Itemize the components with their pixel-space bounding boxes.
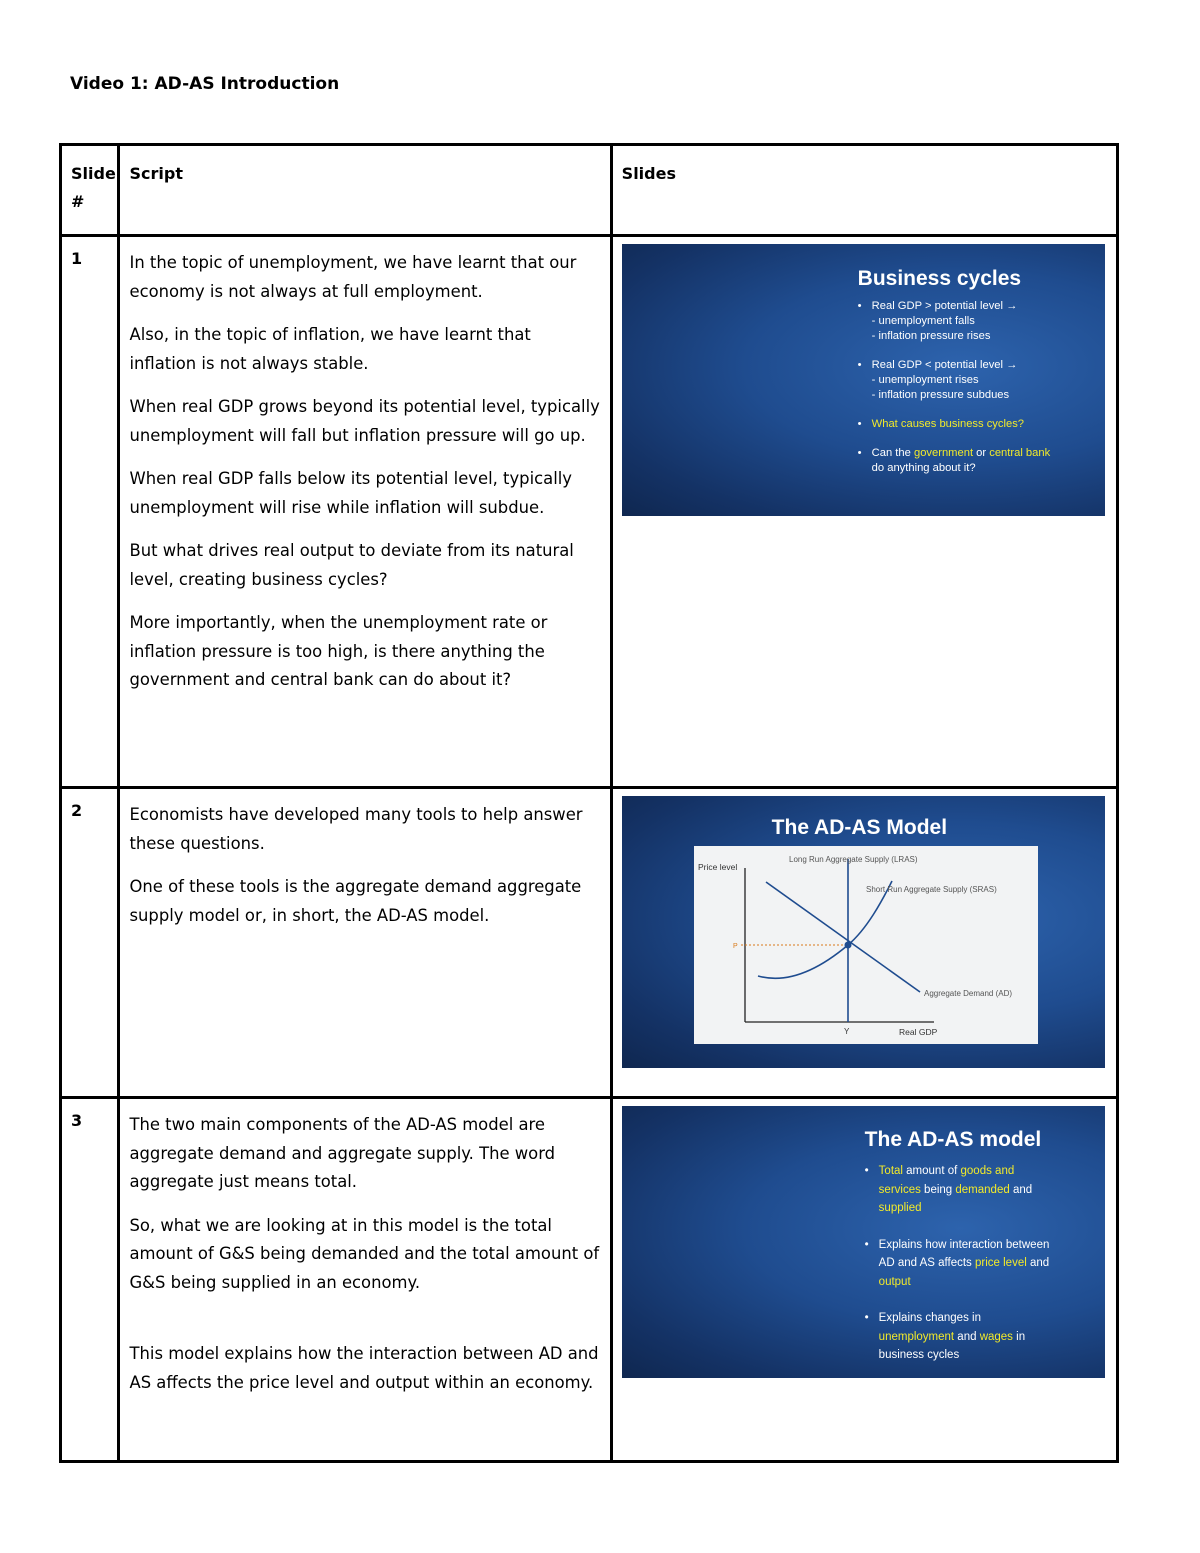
script-paragraph: When real GDP grows beyond its potential level, typically unemployment will fall but inflation pressure will go up.	[129, 397, 600, 445]
slide-bullet: • What causes business cycles?	[857, 418, 1025, 430]
script-text	[120, 1099, 609, 1397]
y-axis-label: Price level	[697, 862, 737, 872]
slide-bullet: • Real GDP > potential level → - unemployment falls - inflation pressure rises	[857, 300, 1018, 342]
bullet-text: or	[973, 447, 990, 459]
slide-bullets	[858, 299, 1098, 490]
script-paragraph: One of these tools is the aggregate demand aggregate supply model or, in short, the AD-AS model.	[129, 877, 582, 925]
bullet-highlight: wages	[979, 1330, 1013, 1343]
bullet-text: AD and AS affects	[878, 1257, 975, 1269]
slide-image-business-cycles	[622, 244, 1105, 516]
script-paragraph: The two main components of the AD-AS model are aggregate demand and aggregate supply. The word aggregate just means total.	[129, 1115, 556, 1191]
bullet-text: Explains how interaction between	[878, 1238, 1050, 1251]
script-paragraph: So, what we are looking at in this model is the total amount of G&S being demanded and the total amount of G&S being supplied in an economy.	[129, 1215, 600, 1292]
lras-label: Long Run Aggregate Supply (LRAS)	[788, 855, 918, 864]
bullet-highlight: services	[878, 1183, 921, 1196]
bullet-sub-text: - inflation pressure subdues	[871, 389, 1010, 401]
script-paragraph: Also, in the topic of inflation, we have learnt that inflation is not always stable.	[129, 325, 531, 373]
header-slide-number: Slide #	[71, 164, 116, 211]
bullet-text: and	[1009, 1183, 1033, 1196]
bullet-text: Real GDP > potential level →	[871, 300, 1018, 312]
script-paragraph: This model explains how the interaction between AD and AS affects the price level and output within an economy.	[129, 1344, 599, 1392]
script-paragraph: More importantly, when the unemployment rate or inflation pressure is too high, is there anything the government and central bank can do about it?	[129, 613, 548, 689]
slide-number: 1	[71, 249, 83, 268]
script-paragraph: Economists have developed many tools to help answer these questions.	[129, 805, 583, 853]
bullet-highlight: government	[913, 447, 974, 459]
bullet-text: Explains changes in	[878, 1312, 981, 1324]
script-paragraph: But what drives real output to deviate from its natural level, creating business cycles?	[129, 541, 574, 589]
bullet-sub-text: - inflation pressure rises	[871, 330, 991, 342]
script-text	[120, 237, 609, 695]
bullet-sub-text: - unemployment falls	[871, 315, 975, 327]
slide-title: The AD-AS model	[864, 1128, 1042, 1151]
bullet-text: amount of	[902, 1165, 961, 1177]
slide-bullet: • Explains changes in unemployment and wages in business cycles	[864, 1312, 1026, 1361]
bullet-text: and	[1026, 1257, 1050, 1269]
ad-as-diagram-svg	[694, 846, 1038, 1044]
header-script: Script	[129, 164, 183, 183]
slide-title: Business cycles	[857, 267, 1022, 290]
bullet-text: in	[1012, 1330, 1026, 1343]
table-row	[61, 788, 1118, 1098]
bullet-highlight: goods and	[960, 1165, 1015, 1177]
bullet-sub-text: - unemployment rises	[871, 374, 979, 386]
bullet-highlight: central bank	[989, 447, 1051, 459]
bullet-text: and	[954, 1330, 980, 1343]
script-table	[59, 143, 1119, 1463]
bullet-highlight: Total	[878, 1165, 903, 1177]
bullet-highlight: supplied	[878, 1202, 922, 1214]
bullet-highlight: demanded	[955, 1183, 1010, 1196]
slide-image-ad-as-model-diagram	[622, 796, 1105, 1068]
script-paragraph: In the topic of unemployment, we have learnt that our economy is not always at full employment.	[129, 253, 577, 301]
slide-number: 2	[71, 801, 83, 820]
table-header-row	[61, 145, 1118, 236]
bullet-highlight: output	[878, 1275, 911, 1288]
bullet-text: What causes business cycles?	[871, 418, 1025, 430]
slide-bullet: • Total amount of goods and services being demanded and supplied	[864, 1165, 1033, 1214]
slide-bullets	[865, 1162, 1095, 1378]
x-axis-label: Real GDP	[898, 1027, 937, 1037]
table-row	[61, 236, 1118, 788]
slide-bullet: • Explains how interaction between AD and AS affects price level and output	[864, 1238, 1050, 1288]
bullet-text: do anything about it?	[871, 462, 976, 474]
script-paragraph: When real GDP falls below its potential level, typically unemployment will rise while inflation will subdue.	[129, 469, 572, 517]
equilibrium-point	[844, 942, 851, 949]
sras-label: Short Run Aggregate Supply (SRAS)	[865, 885, 997, 894]
bullet-text: Real GDP < potential level →	[871, 359, 1018, 371]
script-text	[120, 789, 609, 930]
slide-number: 3	[71, 1111, 83, 1130]
slide-bullet: • Can the government or central bank do anything about it?	[857, 447, 1051, 474]
slide-image-ad-as-model-bullets	[622, 1106, 1105, 1378]
bullet-highlight: price level	[975, 1257, 1027, 1269]
slide-bullet: • Real GDP < potential level → - unemployment rises - inflation pressure subdues	[857, 359, 1018, 401]
bullet-text: Can the	[871, 447, 914, 459]
header-slides: Slides	[621, 164, 676, 183]
table-row	[61, 1098, 1118, 1462]
y-tick-label: Y	[843, 1027, 850, 1036]
bullet-highlight: unemployment	[878, 1330, 955, 1343]
bullet-text: being	[920, 1183, 956, 1196]
document-title: Video 1: AD-AS Introduction	[70, 74, 340, 94]
p-tick-label: P	[732, 943, 738, 950]
ad-curve	[766, 882, 920, 992]
sras-curve	[758, 881, 892, 978]
slide-title: The AD-AS Model	[771, 816, 948, 839]
ad-label: Aggregate Demand (AD)	[923, 989, 1012, 998]
bullet-text: business cycles	[878, 1349, 960, 1361]
ad-as-diagram	[694, 846, 1038, 1044]
